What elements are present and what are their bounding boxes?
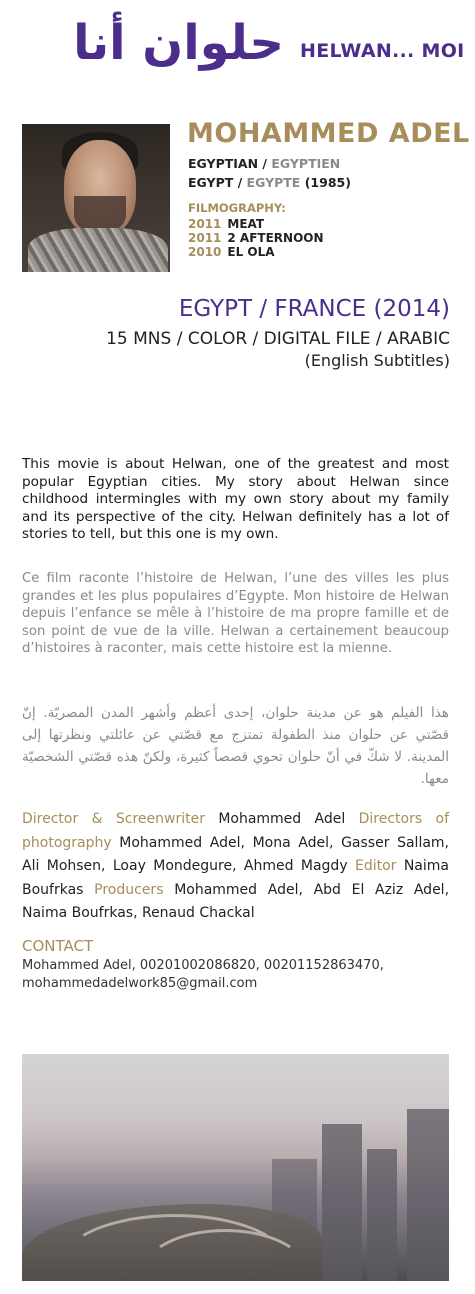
filmography-label: FILMOGRAPHY: bbox=[188, 201, 286, 215]
production-line: EGYPT / FRANCE (2014) bbox=[178, 296, 450, 322]
filmography-item bbox=[188, 217, 264, 231]
filmography-title: EL OLA bbox=[227, 245, 275, 259]
filmography-year: 2011 bbox=[188, 217, 222, 231]
country-line bbox=[188, 175, 351, 190]
filmography-item bbox=[188, 231, 324, 245]
english-film-title: HELWAN... MOI bbox=[300, 40, 465, 62]
synopsis-french: Ce film raconte l’histoire de Helwan, l’une des villes les plus grandes et les plus populaires d’Egypte. Mon histoire de Helwan depuis l’enfance se mêle à l’histoire de ma propre famille et de son point de vue de la ville. Helwan a certainement beaucoup d’histoires à raconter, mais cette histoire est la mienne. bbox=[22, 571, 449, 656]
birth-year: (1985) bbox=[304, 175, 351, 190]
synopsis-english: This movie is about Helwan, one of the greatest and most popular Egyptian cities. My story about Helwan since childhood intermingles with my own story about my family and its perspective of the city. Helwan definitely has a lot of stories to tell, but this one is my own. bbox=[22, 456, 449, 542]
contact-email: mohammedadelwork85@gmail.com bbox=[22, 976, 258, 991]
credit-value-producers: Mohammed Adel, Abd El Aziz Adel, Naima Boufrkas, Renaud Chackal bbox=[22, 881, 450, 921]
filmography-title: MEAT bbox=[227, 217, 265, 231]
subtitles-note: (English Subtitles) bbox=[304, 351, 450, 370]
contact-phones: Mohammed Adel, 00201002086820, 00201152863470, bbox=[22, 958, 384, 973]
filmography-year: 2010 bbox=[188, 245, 222, 259]
film-still-image bbox=[22, 1054, 449, 1281]
country-en: EGYPT / bbox=[188, 175, 243, 190]
credit-value-dop: Mohammed Adel, Mona Adel, Gasser Sallam, Ali Mohsen, Loay Mondegure, Ahmed Magdy bbox=[22, 834, 449, 874]
filmography-item bbox=[188, 245, 275, 259]
nationality-line bbox=[188, 156, 340, 171]
nationality-fr: EGYPTIEN bbox=[271, 156, 341, 171]
nationality-en: EGYPTIAN / bbox=[188, 156, 267, 171]
credit-label-director: Director & Screenwriter bbox=[22, 811, 205, 827]
credit-value-editor: Naima Boufrkas bbox=[22, 858, 449, 898]
filmography-year: 2011 bbox=[188, 231, 222, 245]
filmography-title: 2 AFTERNOON bbox=[227, 231, 324, 245]
credit-value-director: Mohammed Adel bbox=[218, 811, 346, 827]
credit-label-editor: Editor bbox=[355, 858, 397, 874]
film-specs: 15 MNS / COLOR / DIGITAL FILE / ARABIC bbox=[106, 329, 450, 349]
director-portrait bbox=[22, 124, 170, 272]
synopsis-arabic: هذا الفيلم هو عن مدينة حلوان، إحدى أعظم وأشهر المدن المصريّة. إنّ قصّتي عن حلوان منذ الطفولة تمتزج مع قصّتي عن عائلتي ونظرتها إلى المدينة. لا شكّ في أنّ حلوان تحوي قصصاً كثيرة، ولكنّ هذه قصّتي الشخصيّة معها. bbox=[22, 705, 449, 787]
credits-block bbox=[22, 808, 449, 926]
arabic-film-title: حلوان أنا bbox=[73, 15, 284, 71]
contact-heading: CONTACT bbox=[22, 937, 94, 955]
director-name: MOHAMMED ADEL bbox=[187, 118, 470, 149]
country-fr: EGYPTE bbox=[246, 175, 301, 190]
credit-label-producers: Producers bbox=[94, 881, 164, 898]
credit-label-dop: Directors of photography bbox=[22, 811, 450, 851]
